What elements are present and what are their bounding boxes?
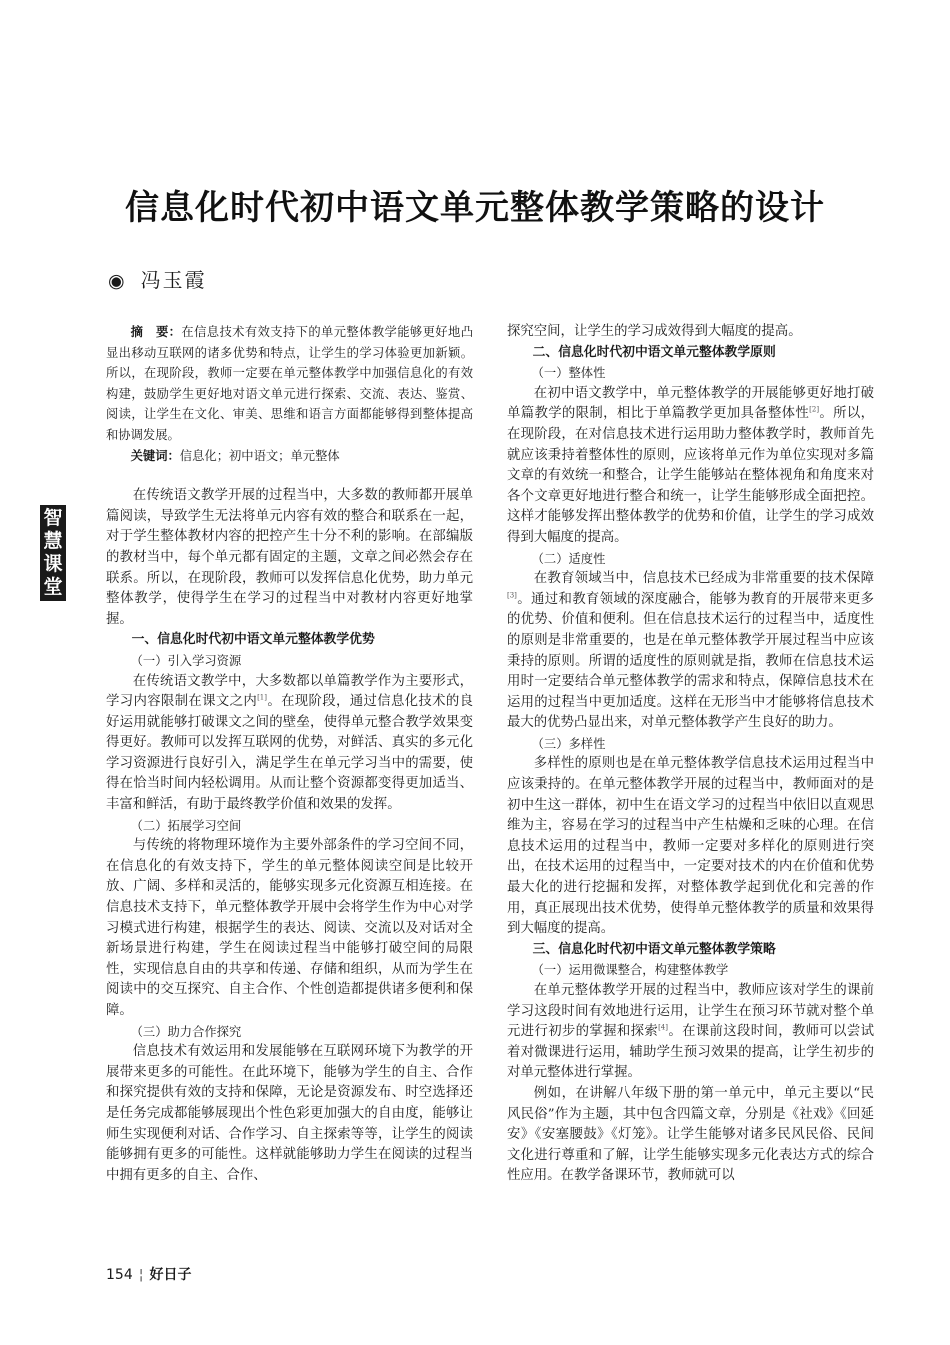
citation-ref: [3] bbox=[507, 591, 517, 600]
subsection-heading: （二）适度性 bbox=[531, 551, 606, 566]
paragraph-text: 在单元整体教学开展的过程当中，教师应该对学生的课前学习这段时间有效地进行运用，让学生在预习环节就对整个单元进行初步的掌握和探索 bbox=[507, 983, 874, 1040]
paragraph-text: 在教育领域当中，信息技术已经成为非常重要的技术保障 bbox=[533, 571, 874, 587]
section-heading: 二、信息化时代初中语文单元整体教学原则 bbox=[532, 344, 776, 360]
author-name: 冯玉霞 bbox=[140, 268, 207, 292]
subsection-heading: （一）运用微课整合，构建整体教学 bbox=[531, 963, 729, 978]
section-tab bbox=[40, 505, 66, 601]
keywords-label: 关键词： bbox=[130, 448, 180, 463]
abstract-label: 摘 要： bbox=[130, 325, 182, 339]
magazine-name: 好日子 bbox=[149, 1267, 192, 1283]
paragraph bbox=[507, 981, 874, 1084]
subsection-heading: （一）整体性 bbox=[531, 366, 606, 381]
section-tab-char: 慧 bbox=[43, 530, 63, 552]
paragraph-text: 。在现阶段，通过信息化技术的良好运用就能够打破课文之间的壁垒，使得单元整合教学效果变得更好。教师可以发挥互联网的优势，对鲜活、真实的多元化学习资源进行良好引入，满足学生在单元学习当中的需要，使得在恰当时间内轻松调用。从而让整个资源都变得更加适当、丰富和鲜活，有助于最终教学价值和效果的发挥。 bbox=[106, 694, 474, 813]
paragraph-text: 在初中语文教学中，单元整体教学的开展能够更好地打破单篇教学的限制，相比于单篇教学更加具备整体性 bbox=[507, 385, 874, 422]
paragraph bbox=[106, 672, 473, 816]
citation-ref: [1] bbox=[257, 693, 267, 702]
abstract bbox=[106, 322, 473, 446]
paragraph: 在传统语文教学开展的过程当中，大多数的教师都开展单篇阅读，导致学生无法将单元内容有效的整合和联系在一起，对于学生整体教材内容的把控产生十分不利的影响。在部编版的教材当中，每个单元都有固定的主题，文章之间必然会存在联系。所以，在现阶段，教师可以发挥信息化优势，助力单元整体教学，使得学生在学习的过程当中对教材内容更好地掌握。 bbox=[106, 488, 473, 627]
article-title: 信息化时代初中语文单元整体教学策略的设计 bbox=[125, 188, 825, 228]
author-line bbox=[108, 264, 207, 293]
paragraph: 例如，在讲解八年级下册的第一单元中，单元主要以“民风民俗”作为主题，其中包含四篇文章，分别是《社戏》《回延安》《安塞腰鼓》《灯笼》。让学生能够对诸多民风民俗、民间文化进行尊重和了解，让学生能够实现多元化表达方式的综合性应用。在教学备课环节，教师就可以 bbox=[507, 1085, 874, 1184]
left-column bbox=[106, 322, 473, 1186]
abstract-text: 在信息技术有效支持下的单元整体教学能够更好地凸显出移动互联网的诸多优势和特点，让学生的学习体验更加新颖。所以，在现阶段，教师一定要在单元整体教学中加强信息化的有效构建，鼓励学生更好地对语文单元进行探索、交流、表达、鉴赏、阅读，让学生在文化、审美、思维和语言方面都能够得到整体提高和协调发展。 bbox=[106, 325, 473, 442]
section-heading: 三、信息化时代初中语文单元整体教学策略 bbox=[532, 941, 776, 957]
section-tab-char: 课 bbox=[43, 553, 63, 575]
subsection-heading: （一）引入学习资源 bbox=[130, 653, 242, 668]
paragraph-text: 。所以，在现阶段，在对信息技术进行运用助力整体教学时，教师首先就应该秉持着整体性的原则，应该将单元作为单位实现对多篇文章的有效统一和整合，让学生能够站在整体视角和角度来对各个文章更好地进行整合和统一，让学生能够形成全面把控。这样才能够发挥出整体教学的优势和价值，让学生的学习成效得到大幅度的提高。 bbox=[507, 406, 875, 545]
keywords bbox=[106, 446, 473, 467]
paragraph-continued: 探究空间，让学生的学习成效得到大幅度的提高。 bbox=[507, 324, 802, 339]
citation-ref: [2] bbox=[809, 405, 820, 414]
section-tab-char: 堂 bbox=[43, 576, 63, 598]
page-number: 154 bbox=[106, 1267, 133, 1283]
subsection-heading: （三）助力合作探究 bbox=[130, 1024, 242, 1039]
section-heading: 一、信息化时代初中语文单元整体教学优势 bbox=[131, 632, 375, 648]
footer-separator: ¦ bbox=[138, 1267, 144, 1283]
paragraph-text: 。在课前这段时间，教师可以尝试着对微课进行运用，辅助学生预习效果的提高，让学生初步的对单元整体进行掌握。 bbox=[507, 1024, 875, 1081]
paragraph: 与传统的将物理环境作为主要外部条件的学习空间不同，在信息化的有效支持下，学生的单元整体阅读空间是比较开放、广阔、多样和灵活的，能够实现多元化资源互相连接。在信息技术支持下，单元整体教学开展中会将学生作为中心对学习模式进行构建，根据学生的表达、阅读、交流以及对话对全新场景进行构建，学生在阅读过程当中能够打破空间的局限性，实现信息自由的共享和传递、存储和组织，从而为学生在阅读中的交互探究、自主合作、个性创造都提供诸多便利和保障。 bbox=[106, 838, 473, 1018]
paragraph bbox=[507, 569, 874, 734]
bullet-icon: ◉ bbox=[108, 270, 127, 292]
page-footer bbox=[106, 1264, 191, 1284]
paragraph-text: 。通过和教育领域的深度融合，能够为教育的开展带来更多的优势、价值和便利。但在信息技术运行的过程当中，适度性的原则是非常重要的，也是在单元整体教学开展过程当中应该秉持的原则。所谓的适度性的原则就是指，教师在信息技术运用时一定要结合单元整体教学的需求和特点，保障信息技术在运用的过程当中更加适度。这样在无形当中才能够将信息技术最大的优势凸显出来，对单元整体教学产生良好的助力。 bbox=[507, 591, 874, 731]
citation-ref: [4] bbox=[658, 1023, 668, 1032]
subsection-heading: （三）多样性 bbox=[531, 736, 606, 751]
paragraph-text: 在传统语文教学中，大多数都以单篇教学作为主要形式，学习内容限制在课文之内 bbox=[106, 673, 473, 710]
subsection-heading: （二）拓展学习空间 bbox=[130, 818, 242, 833]
paragraph bbox=[507, 384, 874, 549]
keywords-text: 信息化；初中语文；单元整体 bbox=[179, 448, 340, 463]
section-tab-char: 智 bbox=[43, 507, 63, 529]
spacer bbox=[106, 466, 473, 486]
right-column bbox=[507, 322, 874, 1187]
paragraph: 多样性的原则也是在单元整体教学信息技术运用过程当中应该秉持的。在单元整体教学开展的过程当中，教师面对的是初中生这一群体，初中生在语文学习的过程当中依旧以直观思维为主，容易在学习的过程当中产生枯燥和乏味的心理。在信息技术运用的过程当中，教师一定要对多样化的原则进行突出，在技术运用的过程当中，一定要对技术的内在价值和优势最大化的进行挖掘和发挥，对整体教学起到优化和完善的作用，真正展现出技术优势，使得单元整体教学的质量和效果得到大幅度的提高。 bbox=[507, 756, 874, 937]
paragraph: 信息技术有效运用和发展能够在互联网环境下为教学的开展带来更多的可能性。在此环境下，能够为学生的自主、合作和探究提供有效的支持和保障，无论是资源发布、时空选择还是任务完成都能够展现出个性色彩更加强大的自由度，能够让师生实现便利对话、合作学习、自主探索等等，让学生的阅读能够拥有更多的可能性。这样就能够助力学生在阅读的过程当中拥有更多的自主、合作、 bbox=[106, 1044, 473, 1183]
